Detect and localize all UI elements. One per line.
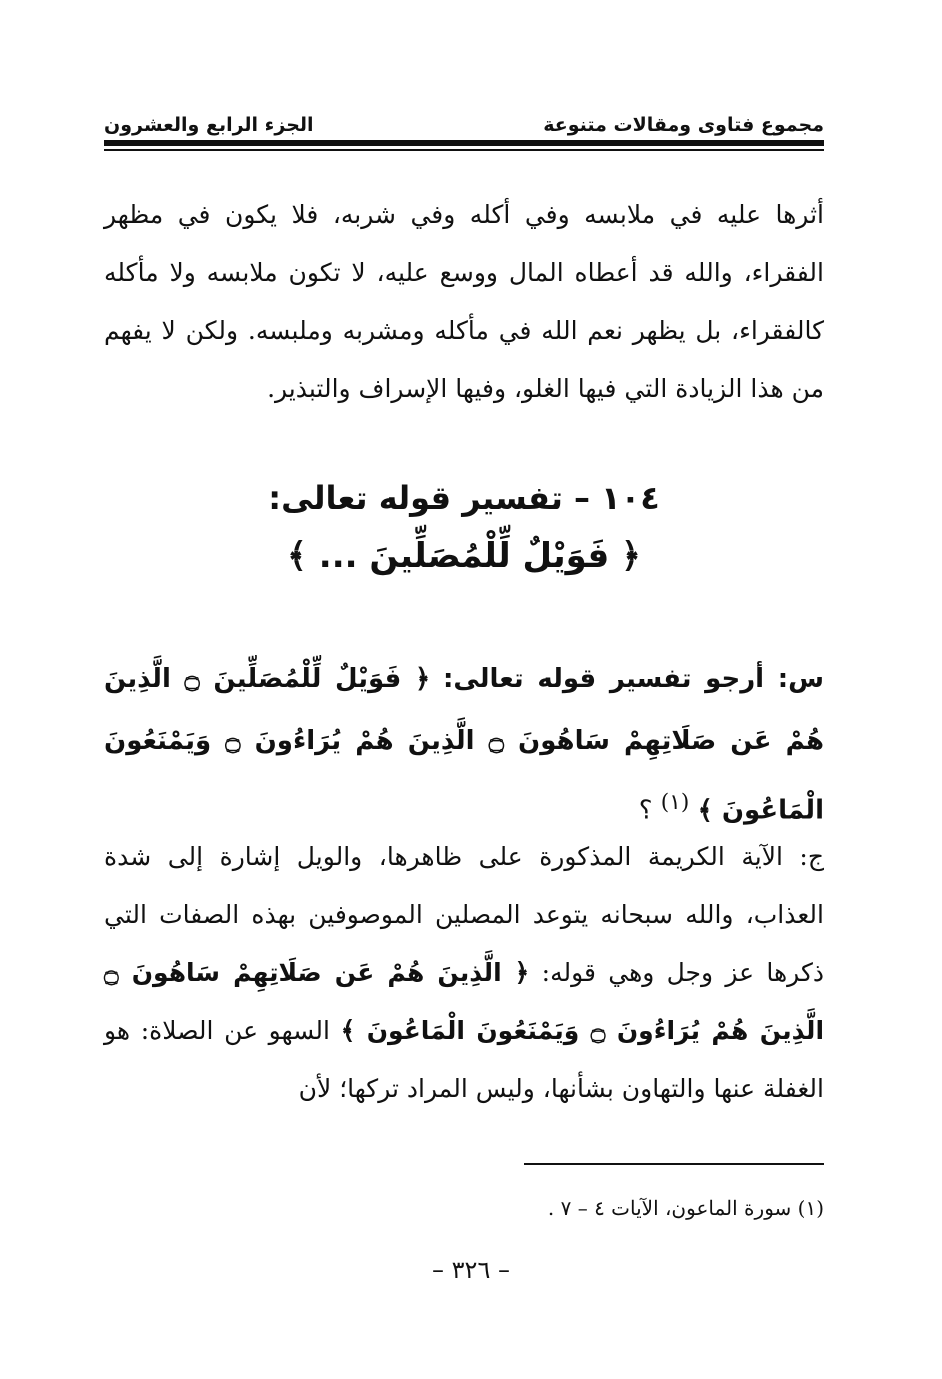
question-paragraph	[104, 648, 824, 842]
answer-text-2: السهو عن الصلاة: هو الغفلة عنها والتهاون بشأنها، وليس المراد تركها؛ لأن	[104, 1016, 824, 1103]
footnote: (١) سورة الماعون، الآيات ٤ – ٧ .	[547, 1196, 824, 1220]
running-header	[104, 100, 824, 136]
page-number: – ٣٢٦ –	[432, 1256, 510, 1284]
volume-title: الجزء الرابع والعشرون	[104, 114, 314, 136]
header-rule-thick	[104, 140, 824, 146]
footnote-reference: (١)	[660, 790, 690, 815]
intro-paragraph: أثرها عليه في ملابسه وفي أكله وفي شربه، فلا يكون في مظهر الفقراء، والله قد أعطاه المال ووسع عليه، لا تكون ملابسه ولا مأكله كالفقراء، بل يظهر نعم الله في مأكله ومشربه وملبسه. ولكن لا يفهم من هذا الزيادة التي فيها الغلو، وفيها الإسراف والتبذير.	[104, 200, 824, 403]
answer-text-1: ج: الآية الكريمة المذكورة على ظاهرها، والويل إشارة إلى شدة العذاب، والله سبحانه يتوعد المصلين الموصوفين بهذه الصفات التي ذكرها عز وجل وهي قوله:	[104, 842, 825, 987]
answer-verse: ﴿ الَّذِينَ هُمْ عَن صَلَاتِهِمْ سَاهُونَ ۝ الَّذِينَ هُمْ يُرَاءُونَ ۝ وَيَمْنَعُونَ الْمَاعُونَ ﴾	[104, 958, 825, 1045]
question-verse: ﴿ فَوَيْلٌ لِّلْمُصَلِّينَ ۝ الَّذِينَ هُمْ عَن صَلَاتِهِمْ سَاهُونَ ۝ الَّذِينَ هُمْ يُرَاءُونَ ۝ وَيَمْنَعُونَ الْمَاعُونَ ﴾	[104, 664, 824, 826]
question-label: س: أرجو تفسير قوله تعالى:	[443, 664, 824, 694]
section-heading-line1: ١٠٤ – تفسير قوله تعالى:	[268, 479, 660, 517]
book-title: مجموع فتاوى ومقالات متنوعة	[543, 114, 824, 136]
footnote-separator	[524, 1163, 824, 1165]
question-mark: ؟	[638, 795, 653, 826]
answer-paragraph	[104, 828, 824, 1118]
section-heading-verse: ﴿ فَوَيْلٌ لِّلْمُصَلِّينَ ... ﴾	[287, 536, 641, 576]
header-rule-thin	[104, 149, 824, 151]
section-heading	[104, 470, 824, 586]
